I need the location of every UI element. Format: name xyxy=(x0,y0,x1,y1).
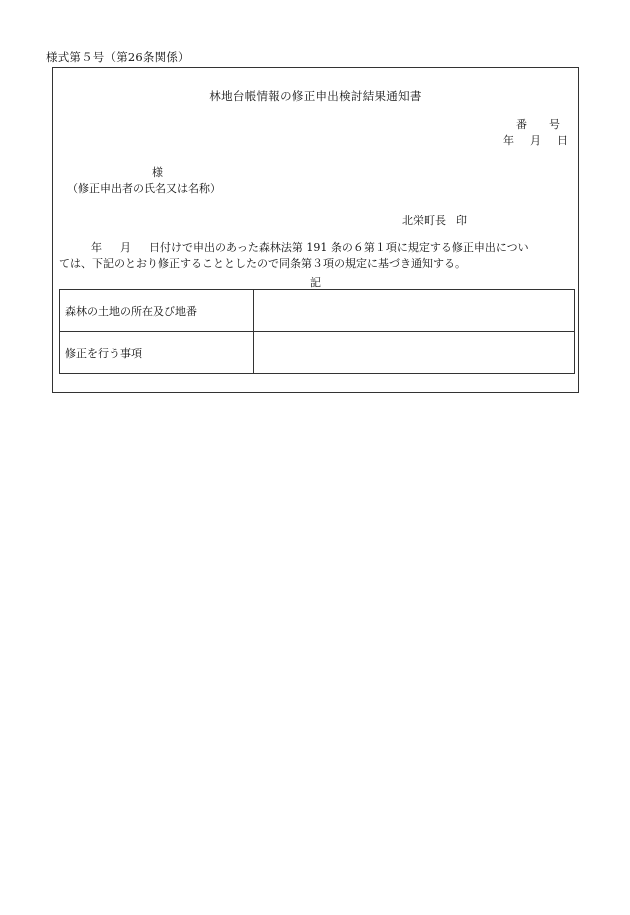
item-label: 修正を行う事項 xyxy=(60,332,254,374)
document-title: 林地台帳情報の修正申出検討結果通知書 xyxy=(209,89,422,103)
body-line-2: ては、下記のとおり修正することとしたので同条第３項の規定に基づき通知する。 xyxy=(59,257,466,270)
table-row xyxy=(60,332,575,374)
recipient-suffix: 様 xyxy=(152,166,163,179)
item-value xyxy=(254,290,575,332)
document-number xyxy=(516,116,560,132)
recipient-note: （修正申出者の氏名又は名称） xyxy=(67,182,221,195)
issuer-seal: 印 xyxy=(456,214,467,227)
body-line-1-text: 日付けで申出のあった森林法第 191 条の６第１項に規定する修正申出につい xyxy=(149,241,529,254)
body-year: 年 xyxy=(91,241,102,254)
body-month: 月 xyxy=(120,241,131,254)
date-month: 月 xyxy=(530,134,541,147)
body-line-1 xyxy=(59,240,574,256)
notice-frame xyxy=(52,67,579,393)
ki-heading: 記 xyxy=(310,276,321,289)
table-row xyxy=(60,290,575,332)
item-value xyxy=(254,332,575,374)
doc-number-ban: 番 xyxy=(516,118,527,131)
doc-number-go: 号 xyxy=(549,118,560,131)
issuer-name: 北栄町長 xyxy=(402,214,446,227)
item-label: 森林の土地の所在及び地番 xyxy=(60,290,254,332)
form-number: 様式第５号（第26条関係） xyxy=(46,50,190,64)
issuer xyxy=(402,212,467,228)
document-date xyxy=(503,132,568,148)
items-table xyxy=(59,289,575,374)
date-year: 年 xyxy=(503,134,514,147)
notice-body xyxy=(59,240,574,272)
date-day: 日 xyxy=(557,134,568,147)
